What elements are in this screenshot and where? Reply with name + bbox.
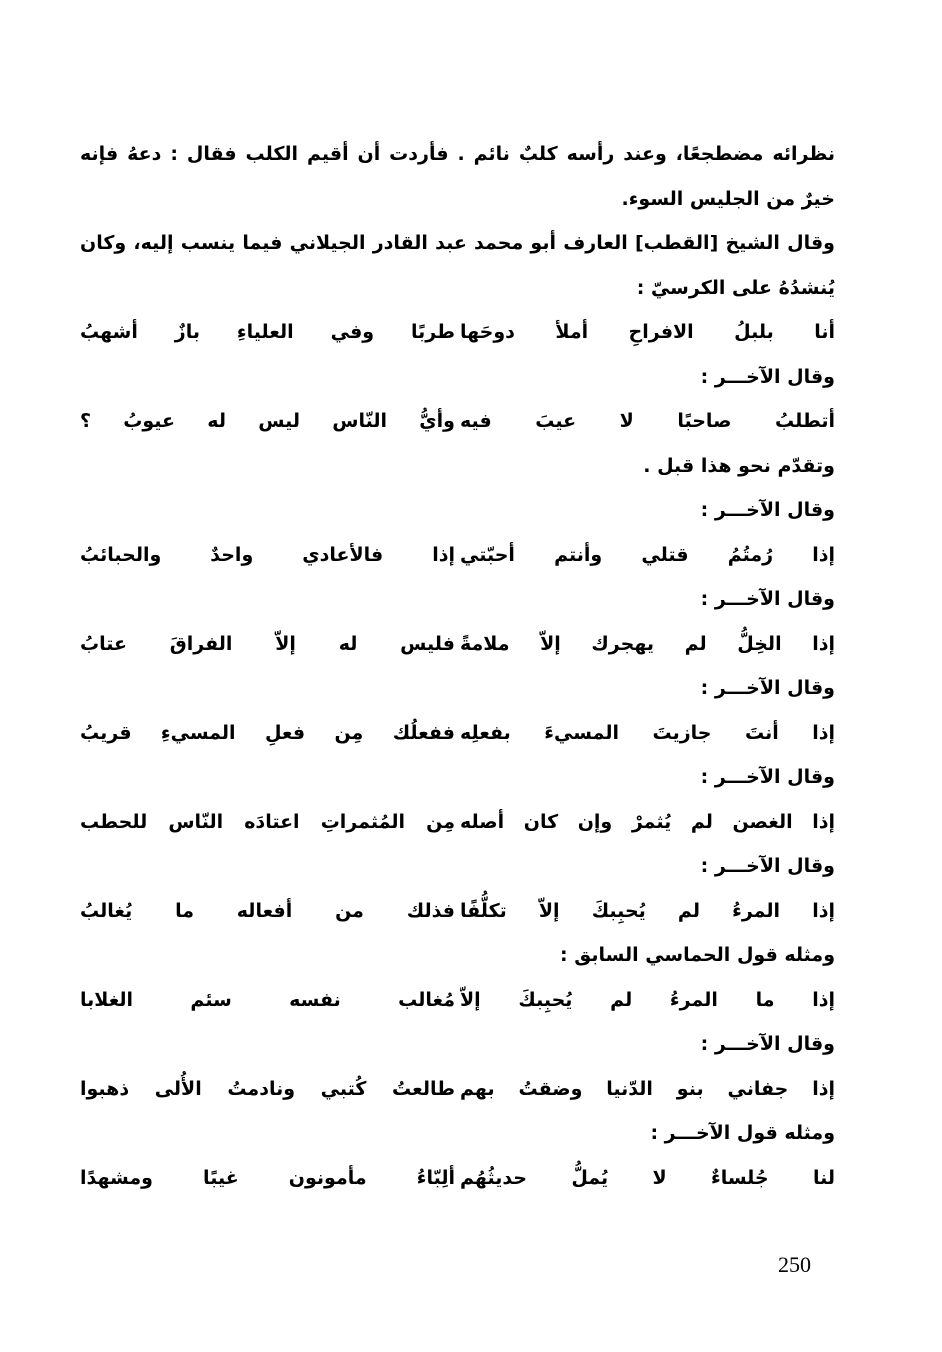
verse-line [80, 310, 835, 355]
prose-line: نظرائه مضطجعًا، وعند رأسه كلبٌ نائم . فأردت أن أقيم الكلب فقال : دعهُ فإنه [80, 143, 835, 165]
verse-second-hemistich: مِن المُثمراتِ اعتادَه النّاس للحطب [80, 810, 455, 833]
verse-second-hemistich: إذا فالأعادي واحدٌ والحبائبُ [80, 543, 455, 566]
verse-second-hemistich: وأيُّ النّاس ليس له عيوبُ ؟ [80, 410, 455, 432]
verse-second-hemistich: ففعلُك مِن فعلِ المسيءِ قريبُ [80, 721, 455, 744]
prose-line: خيرٌ من الجليس السوء. [621, 187, 835, 210]
poet-intro: وقال الآخـــر : [700, 588, 835, 610]
verse-first-hemistich: إذا جفاني بنو الدّنيا وضقتُ بهم [460, 1077, 835, 1100]
verse-first-hemistich: لنا جُلساءٌ لا يُملُّ حديثُهُم [460, 1166, 835, 1189]
verse-line [80, 533, 835, 578]
poet-intro: وقال الآخـــر : [700, 1033, 835, 1055]
page-number: 250 [778, 1252, 811, 1277]
poet-intro: وقال الآخـــر : [700, 855, 835, 877]
verse-first-hemistich: إذا رُمتُمُ قتلي وأنتم أحبّتي [460, 543, 835, 566]
poet-intro: ومثله قول الآخـــر : [650, 1122, 835, 1144]
verse-second-hemistich: طالعتُ كُتبي ونادمتُ الأُلى ذهبوا [80, 1077, 455, 1100]
verse-first-hemistich: إذا الخِلُّ لم يهجرك إلاّ ملامةً [460, 632, 835, 655]
verse-line [80, 1067, 835, 1112]
verse-line [80, 889, 835, 934]
verse-second-hemistich: فذلك من أفعاله ما يُغالبُ [80, 899, 455, 922]
poet-intro: وقال الآخـــر : [700, 677, 835, 699]
prose-line: وتقدّم نحو هذا قبل . [643, 454, 835, 477]
verse-second-hemistich: مُغالب نفسه سئم الغلابا [80, 988, 455, 1011]
prose-line: وقال الشيخ [القطب] العارف أبو محمد عبد القادر الجيلاني فيما ينسب إليه، وكان [80, 232, 835, 254]
verse-first-hemistich: إذا أنتَ جازيتَ المسيءَ بفعلِه [460, 721, 835, 744]
prose-line: يُنشدُهُ على الكرسيّ : [636, 276, 835, 299]
verse-first-hemistich: أتطلبُ صاحبًا لا عيبَ فيه [460, 410, 835, 432]
verse-first-hemistich: إذا الغصن لم يُثمرْ وإن كان أصله [460, 810, 835, 833]
verse-line [80, 800, 835, 845]
verse-first-hemistich: إذا المرءُ لم يُحبِبكَ إلاّ تكلُّفًا [460, 899, 835, 922]
poet-intro: وقال الآخـــر : [700, 499, 835, 521]
verse-second-hemistich: طربًا وفي العلياءِ بازٌ أشهبُ [80, 321, 455, 343]
verse-line [80, 622, 835, 667]
poet-intro: ومثله قول الحماسي السابق : [560, 944, 835, 966]
verse-line [80, 978, 835, 1023]
poet-intro: وقال الآخـــر : [700, 365, 835, 388]
verse-first-hemistich: إذا ما المرءُ لم يُحبِبكَ إلاّ [460, 988, 835, 1011]
verse-second-hemistich: ألِبّاءُ مأمونون غيبًا ومشهدًا [80, 1166, 455, 1189]
verse-second-hemistich: فليس له إلاّ الفراقَ عتابُ [80, 632, 455, 655]
verse-line [80, 711, 835, 756]
verse-line [80, 399, 835, 444]
page-body [80, 132, 835, 1200]
verse-line [80, 1156, 835, 1201]
poet-intro: وقال الآخـــر : [700, 766, 835, 788]
verse-first-hemistich: أنا بلبلُ الافراحِ أملأ دوحَها [460, 321, 835, 343]
